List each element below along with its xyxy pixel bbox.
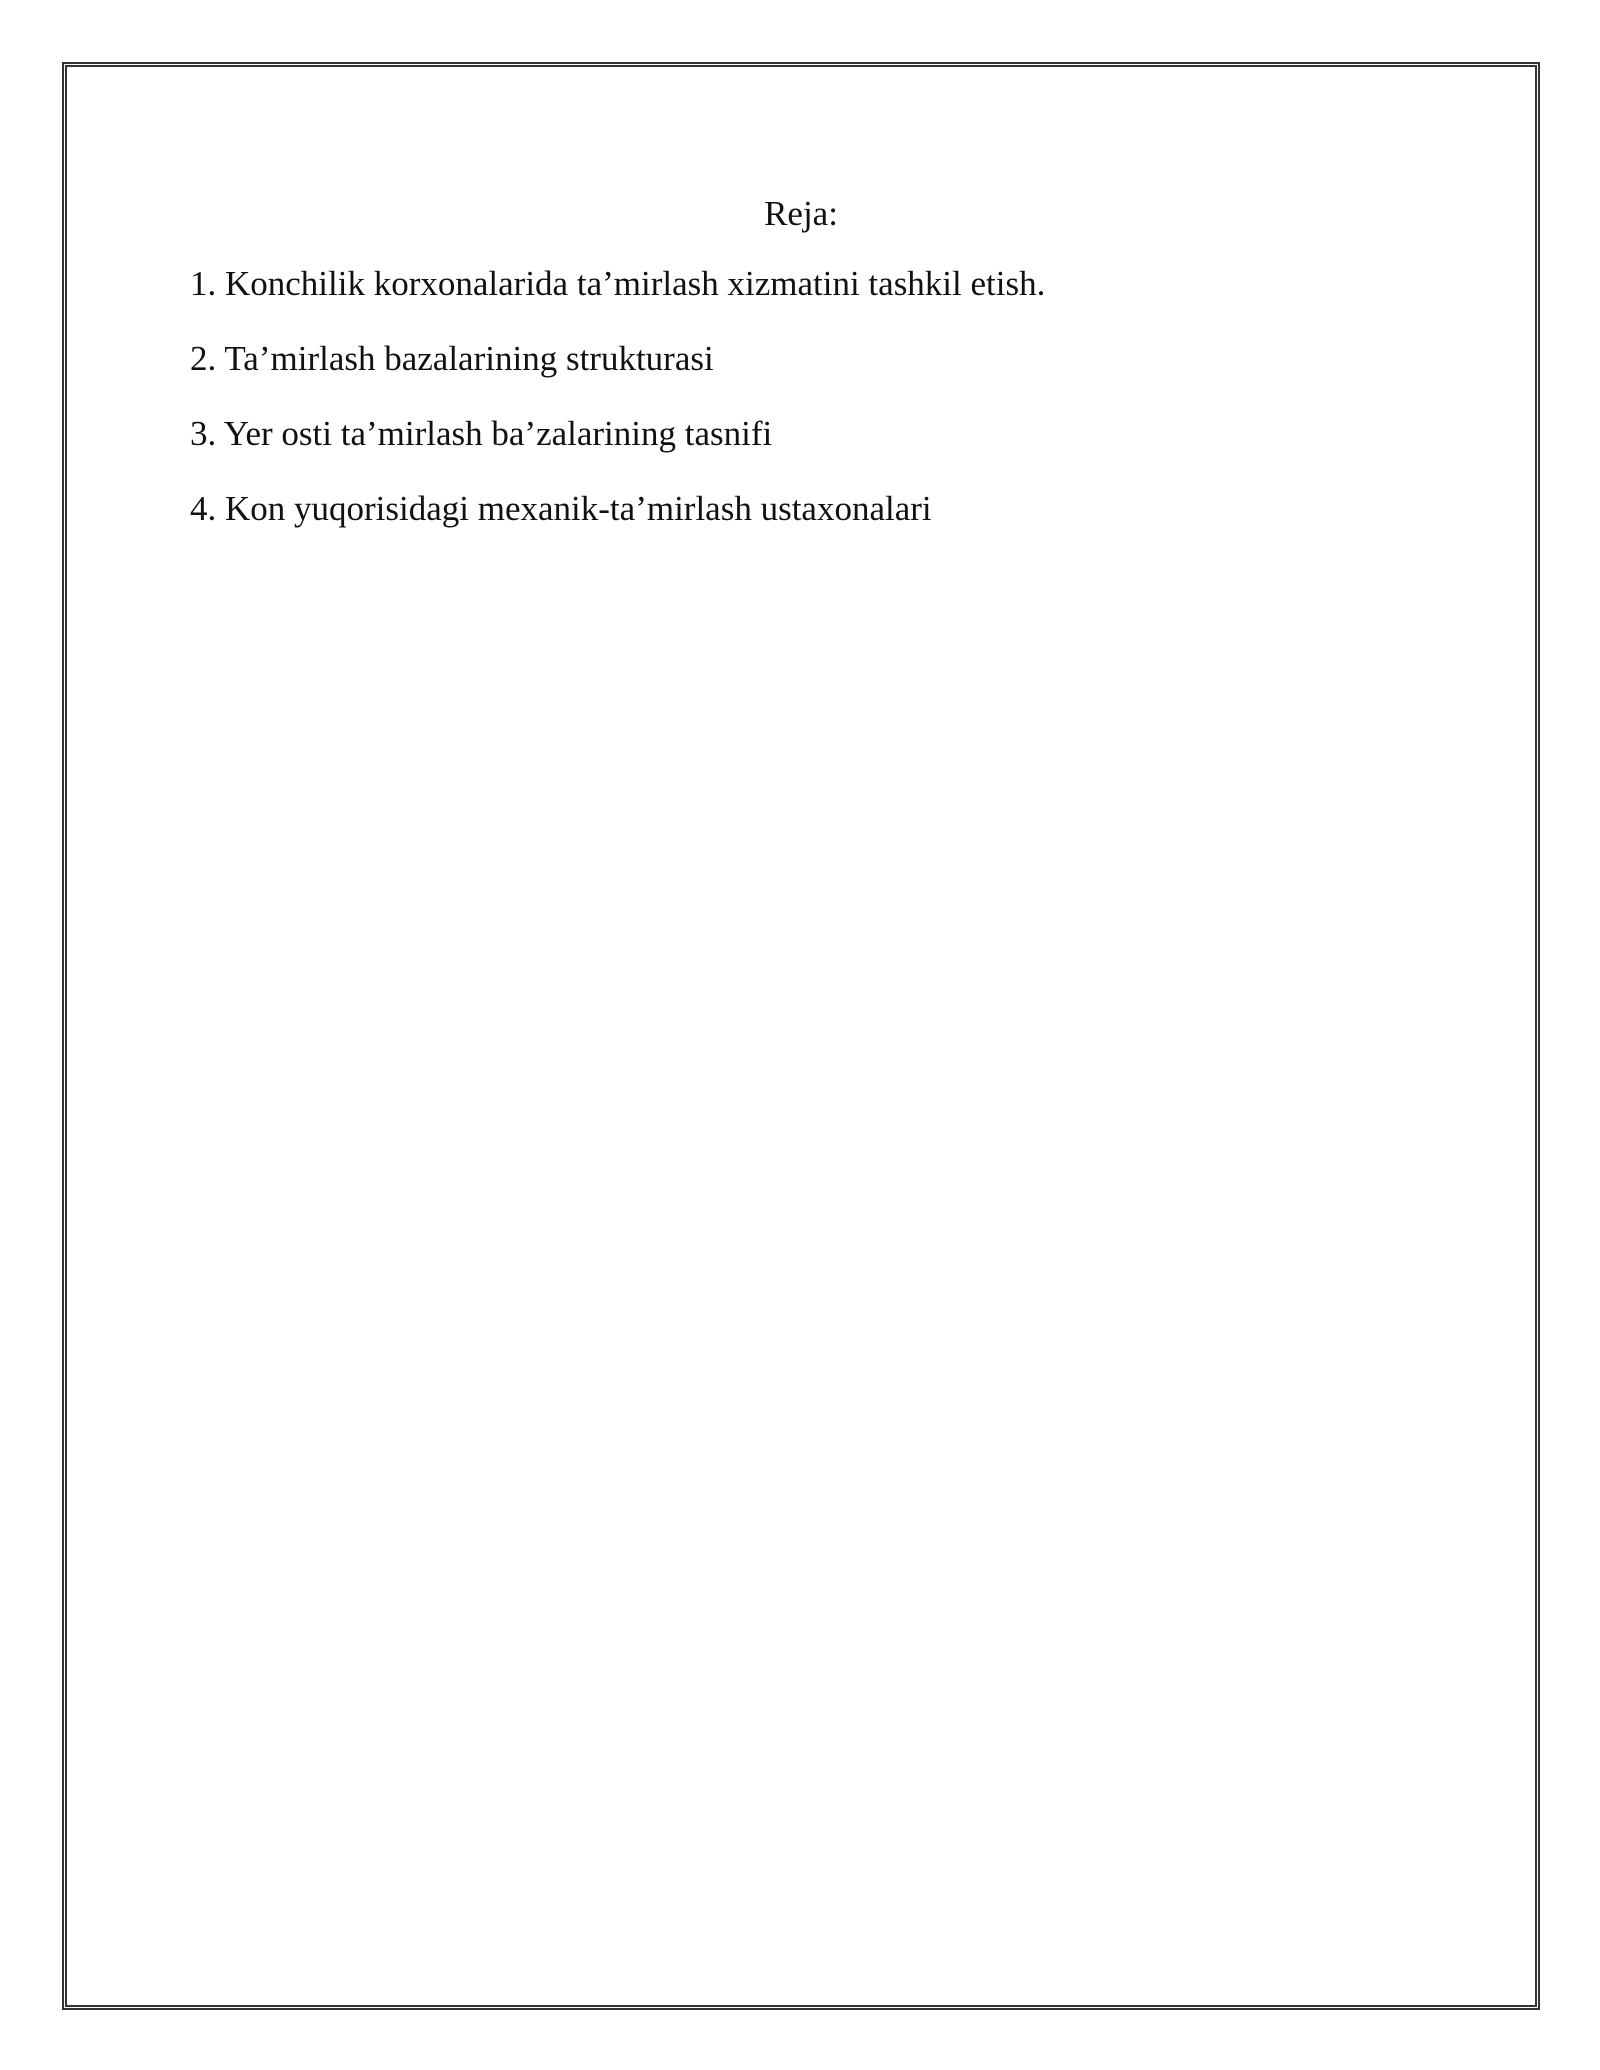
plan-list [190, 263, 1045, 563]
plan-item-1: 1. Konchilik korxonalarida ta’mirlash xizmatini tashkil etish. [190, 264, 1046, 303]
plan-item-4: 4. Kon yuqorisidagi mexanik-ta’mirlash ustaxonalari [190, 489, 932, 528]
document-page [62, 62, 1540, 2010]
plan-title: Reja: [764, 194, 838, 233]
plan-item-2: 2. Ta’mirlash bazalarining strukturasi [190, 339, 714, 378]
plan-item-3: 3. Yer osti ta’mirlash ba’zalarining tasnifi [190, 414, 773, 453]
